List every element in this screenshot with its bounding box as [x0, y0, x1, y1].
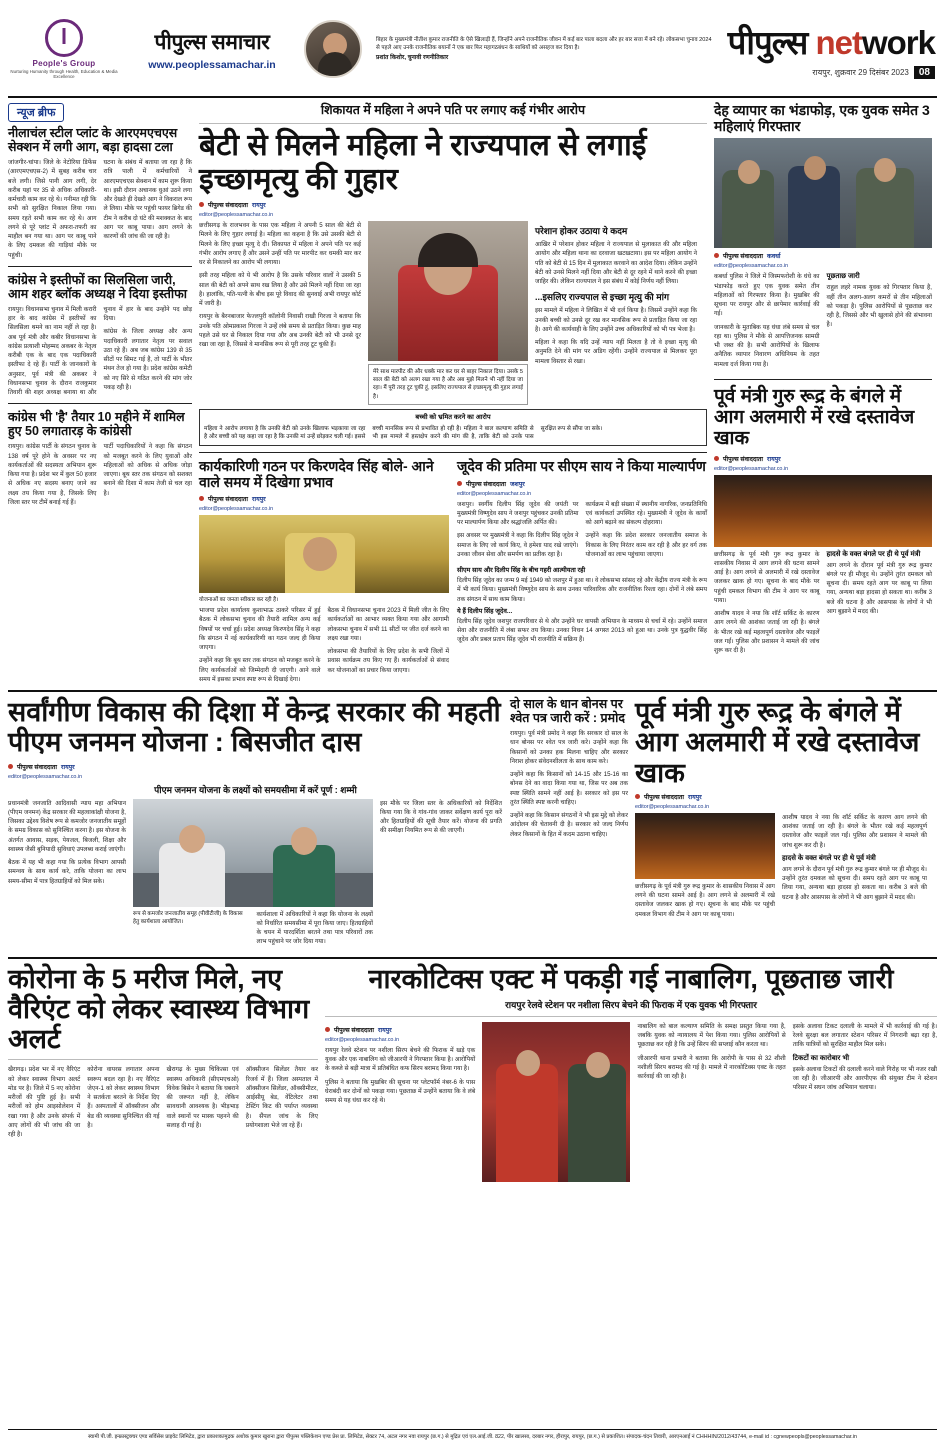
- byline-author: पीपुल्स संवाददाता: [334, 1026, 374, 1034]
- corona-story: [8, 964, 318, 1182]
- narcotics-col-4: [793, 1022, 937, 1182]
- peoples-group-logo: [8, 19, 120, 80]
- pmjanman-row: [8, 799, 503, 951]
- kirandev-byline: [199, 494, 449, 503]
- fire-right-photo: [635, 813, 775, 879]
- brief-1-headline: नीलाचंल स्टील प्लांट के आरएमएचएस सेक्शन में लगी आग, बड़ा हादसा टला: [8, 126, 178, 154]
- paragraph: आखिर में परेशान होकर महिला ने राज्यपाल से मुलाकात की और महिला आयोग और महिला थाना का दरवाजा खटखटाया। इस पर महिला आयोग ने पति को बेटी से 15 दिन में मुलाकात करवाने का आदेश दिया। लेकिन उन्होंने बेटी को उनसे मिलने नहीं दिया और बेटी से दूर रहने में थाने करने की इच्छा जाहिर की। लेकिन राज्यपाल ने इस संबंध में कोई निर्णय नहीं लिया।: [535, 241, 697, 286]
- logo-name: People's Group: [32, 58, 96, 68]
- pmjanman-story: [8, 697, 503, 950]
- lead-email[interactable]: editor@peoplessamachar.co.in: [199, 212, 274, 219]
- fire-sub-title: हादसे के वक्त बंगले पर ही थे पूर्व मंत्री: [826, 550, 921, 558]
- judev-body: [457, 500, 707, 564]
- right-column: [714, 103, 932, 684]
- narcotics-subhead: रायपुर रेलवे स्टेशन पर नशीला सिरप बेचने की फिराक में एक युवक भी गिरफ्तार: [505, 999, 757, 1010]
- brief-2-headline: कांग्रेस ने इस्तीफों का सिलसिला जारी, आम शहर ब्लॉक अध्यक्ष ने दिया इस्तीफा: [8, 272, 187, 301]
- byline-bullet-icon: [8, 764, 13, 769]
- paragraph: उन्होंने कहा कि किसानों को 14-15 और 15-16 का बोनस देने का वादा किया गया था, जिस पर अब तक स्पष्ट स्थिति सामने नहीं आई है। सरकार को इस पर तुरंत स्थिति स्पष्ट करनी चाहिए।: [510, 771, 628, 806]
- paragraph: कांग्रेस के जिला अध्यक्ष और अन्य पदाधिकारी लगातार नेतृत्व पर सवाल उठा रहे हैं। अब जब कांग्रेस 139 से 35 सीटों पर सिमट गई है, तो पार्टी के भीतर मंथन तेज हो गया है। प्रदेश कांग्रेस कमेटी को नए सिरे से गठित करने की मांग जोर पकड़ रही है।: [103, 328, 192, 391]
- paragraph: इस अवसर पर मुख्यमंत्री ने कहा कि दिलीप सिंह जूदेव ने समाज के लिए जो कार्य किए, वे हमेशा याद रखे जाएंगे। उनका जीवन सेवा और समर्पण का प्रतीक रहा है।: [457, 532, 579, 558]
- byline-bullet-icon: [714, 253, 719, 258]
- lead-right-body: [535, 240, 697, 286]
- byline-location: रायपुर: [687, 793, 702, 801]
- brief-3-body: [8, 442, 192, 507]
- corona-body: [8, 1065, 318, 1139]
- dehvyapar-sub: [827, 272, 933, 373]
- lead-kicker: शिकायत में महिला ने अपने पति पर लगाए कई गंभीर आरोप: [320, 103, 586, 117]
- narcotics-body-3: [793, 1022, 937, 1050]
- pmjanman-body-2: [257, 910, 374, 951]
- paragraph: लोकसभा की तैयारियों के लिए प्रदेश के सभी जिलों में प्रवास कार्यक्रम तय किए गए हैं। कार्यकर्ताओं से संवाद कर योजनाओं का प्रचार किया जाएगा।: [327, 648, 449, 674]
- lead-story-column: [199, 103, 707, 684]
- divider: [199, 452, 707, 453]
- narcotics-body-2: [637, 1022, 785, 1082]
- news-brief-tag: न्यूज ब्रीफ: [8, 103, 64, 122]
- paragraph: कार्यशाला में अधिकारियों ने कहा कि योजना के लक्ष्यों को निर्धारित समयसीमा में पूरा किया जाए। हितग्राहियों के चयन में पारदर्शिता बरतने तथा पात्र परिवारों तक लाभ पहुंचाने पर जोर दिया गया।: [256, 910, 373, 946]
- bonus-body: [510, 729, 628, 839]
- network-brand: [728, 19, 937, 79]
- fire-cols: [714, 550, 932, 660]
- fire-sub: [827, 550, 933, 660]
- fire-email[interactable]: editor@peoplessamachar.co.in: [714, 465, 789, 472]
- fire-right-byline: [635, 792, 927, 801]
- dehvyapar-byline: [714, 251, 932, 260]
- narcotics-story: [325, 964, 937, 1182]
- paragraph: बैठक में विधानसभा चुनाव 2023 में मिली जीत के लिए कार्यकर्ताओं का आभार व्यक्त किया गया और आगामी लोकसभा चुनाव में सभी 11 सीटों पर जीत दर्ज करने का लक्ष्य रखा गया।: [327, 607, 449, 642]
- corona-headline: कोरोना के 5 मरीज मिले, नए वैरिएंट को लेकर स्वास्थ्य विभाग अलर्ट: [8, 963, 310, 1055]
- narcotics-row: [325, 1022, 937, 1182]
- brief-3-headline: कांग्रेस भी 'है' तैयार 10 महीने में शामिल हुए 50 लगातारड़ के कांग्रेसी: [8, 410, 185, 439]
- fire-byline: [714, 454, 932, 463]
- band-divider: [8, 690, 937, 692]
- pmjanman-subhead: पीएम जनमन योजना के लक्ष्यों को समयसीमा में करें पूर्ण : शम्मी: [154, 784, 357, 795]
- paragraph: पुलिस ने बताया कि मुखबिर की सूचना पर प्लेटफॉर्म नंबर-6 के पास घेराबंदी कर दोनों को पकड़ा गया। पूछताछ में उन्होंने बताया कि वे लंबे समय से यह धंधा कर रहे थे।: [325, 1078, 476, 1105]
- byline-author: पीपुल्स संवाददाता: [644, 793, 684, 801]
- fire-right-right: [782, 813, 927, 923]
- lead-note-author: प्रशांत किशोर, चुनावी रणनीतिकार: [376, 54, 449, 61]
- paragraph: घटना के संबंध में बताया जा रहा है कि रात्रि पाली में कर्मचारियों ने आरएमएचएस सेक्शन में काम शुरू किया था। इसी दौरान अचानक धुआं उठने लगा और देखते ही देखते आग ने विकराल रूप ले लिया। मौके पर पहुंची फायर ब्रिगेड की टीम ने करीब दो घंटे की मशक्कत के बाद आग पर काबू पाया। आग लगने के कारणों की जांच की जा रही है।: [103, 159, 192, 240]
- pmjanman-body-3: [380, 799, 502, 951]
- fire-right-row: [635, 813, 927, 923]
- paragraph: रायपुर रेलवे स्टेशन पर नशीला सिरप बेचने की फिराक में खड़े एक युवक और एक नाबालिग को जीआरपी ने गिरफ्तार किया है। आरोपियों के कब्जे से बड़ी मात्रा में प्रतिबंधित कफ सिरप बरामद किया गया है।: [325, 1046, 476, 1073]
- dehvyapar-body: [714, 272, 820, 373]
- top-band: [8, 103, 937, 684]
- narcotics-col-3: [637, 1022, 785, 1182]
- pmjanman-email[interactable]: editor@peoplessamachar.co.in: [8, 773, 83, 780]
- byline-author: पीपुल्स संवाददाता: [17, 763, 57, 771]
- judev-sub1-title: सीएम साय और दिलीप सिंह के बीच गहरी आत्मीयता रही: [457, 567, 586, 575]
- paragraph: छत्तीसगढ़ के पूर्व मंत्री गुरु रूद्र कुमार के शासकीय निवास में आग लगने की घटना सामने आई है। आग लगने से अलमारी में रखे दस्तावेज जलकर खाक हो गए। सूचना के बाद मौके पर पहुंची दमकल विभाग की टीम ने आग पर काबू पाया।: [714, 550, 820, 604]
- fire-right-body-2: [782, 813, 927, 850]
- paragraph: भाजपा प्रदेश कार्यालय कुशाभाऊ ठाकरे परिसर में हुई बैठक में लोकसभा चुनाव की तैयारी शामिल अन्य कई विषयों पर चर्चा हुई। प्रदेश अध्यक्ष किरणदेव सिंह ने कहा कि संगठन में नई कार्यकारिणी का गठन जल्द ही किया जाएगा।: [199, 607, 321, 652]
- lead-right-body-2: [535, 306, 697, 366]
- fire-right-email[interactable]: editor@peoplessamachar.co.in: [635, 803, 710, 810]
- logo-tagline: Nurturing Humanity through Health, Education & Media Excellence: [10, 68, 118, 79]
- story-kirandev: [199, 459, 449, 684]
- byline-author: पीपुल्स संवाददाता: [208, 496, 248, 504]
- page-number: 08: [914, 66, 935, 79]
- judev-byline: [457, 479, 707, 488]
- paragraph: इसी तरह महिला को ये भी आरोप है कि उसके परिवार वालों ने उसकी 5 साल की बेटी को अपने साथ रख लिया है और उसे मिलने नहीं दिया जा रहा है। हालांकि, पति-पत्नी के बीच इस पूरे विवाद की सुनवाई अभी रायपुर कोर्ट में जारी है।: [199, 272, 361, 308]
- paragraph: इसके अलावा टिकट दलाली के मामले में भी कार्रवाई की गई है। रेलवे सुरक्षा बल लगातार स्टेशन परिसर में निगरानी बढ़ा रहा है, ताकि यात्रियों को सुरक्षित माहौल मिल सके।: [792, 1022, 938, 1049]
- byline-location: जशपुर: [509, 480, 525, 488]
- paragraph: खैरागढ़ के मुख्य चिकित्सा एवं स्वास्थ्य अधिकारी (सीएमएचओ) विवेक बिसेन ने बताया कि घबराने की जरूरत नहीं है, लेकिन सावधानी आवश्यक है। भीड़भाड़ वाले स्थानों पर मास्क पहनने की सलाह दी गई है।: [166, 1066, 239, 1129]
- paragraph: आशीष यादव ने नया कि शॉर्ट सर्किट के कारण आग लगने की आशंका जताई जा रही है। बंगले के भीतर रखे कई महत्वपूर्ण दस्तावेज और फाइलें जल गईं। पुलिस और प्रशासन ने मामले की जांच शुरू कर दी है।: [782, 813, 927, 849]
- page-footer: स्वामी पी.जी. इन्फ्रास्ट्रक्चर एण्ड सर्विसेस प्राइवेट लिमिटेड, द्वारा प्रकाशक/मुद्रक अशोक कुमार खुराना द्वारा पीपुल्स पब्लिकेशन एण्ड प्रेस प्रा. लिमिटेड, सेक्टर 74, अटल नगर नवा रायपुर (छ.ग.) से मुद्रित एवं एल.आई.जी. 822, पीर खालसा, दरबार नगर, हीरापुर, रायपुर, (छ.ग.) से प्रकाशित। संपादक-चंदन तिवारी, आरएनआई नं CHHHIN/2012/43744, e-mail id : cgnewpeopls@peoplessamachar.in: [8, 1429, 937, 1441]
- judev-email[interactable]: editor@peoplessamachar.co.in: [457, 490, 532, 497]
- network-net: net: [815, 24, 862, 61]
- network-hindi: पीपुल्स: [727, 24, 808, 61]
- lead-sub-right: ...इसलिए राज्यपाल से इच्छा मृत्यु की मांग: [535, 292, 670, 303]
- paragraph: इस मामले में महिला ने लिखित में भी दर्ज किया है। जिसमें उन्होंने कहा कि उनकी बच्ची को उनसे दूर रख कर मानसिक रूप से प्रताड़ित किया जा रहा है। आगे की कार्यवाही के लिए उन्होंने उच्च अधिकारियों को भी पत्र भेजा है।: [535, 307, 697, 333]
- logo-mark-icon: [45, 19, 83, 57]
- byline-author: पीपुल्स संवाददाता: [723, 455, 763, 463]
- lead-photo-block: [368, 221, 528, 404]
- byline-location: रायपुर: [60, 763, 75, 771]
- kirandev-headline: कार्यकारिणी गठन पर किरणदेव सिंह बोले- आने वाले समय में दिखेगा प्रभाव: [199, 457, 434, 490]
- fire-body: [714, 550, 820, 660]
- paragraph: उन्होंने कहा कि प्रदेश सरकार जनजातीय समाज के विकास के लिए निरंतर काम कर रही है और हर वर्ग तक योजनाओं का लाभ पहुंचाया जाएगा।: [585, 532, 707, 558]
- paragraph: जांजगीर-चांपा। जिले के नेटोरिया डिफेंस (आरएमएचएस-2) में सुबह करीब चार बजे लगी। जिसे पानी आग लगी, देर करीब यहां पर 35 से अधिक अधिकारी-कर्मचारी काम कर रहे थे। गनीमत रही कि सभी को सुरक्षित निकाल लिया गया। समय रहते सभी काम कर रहे थे। आग लगने से पूरे प्लांट में अफरा-तफरी का माहौल बन गया था। आग पर काबू पाने के लिए दमकल की गाड़ियां मौके पर पहुंची।: [8, 159, 97, 259]
- fire-photo: [714, 475, 932, 547]
- brief-1-body: [8, 158, 192, 260]
- paragraph: ऑक्सीजन सिलेंडर तैयार कर रिजर्व में हैं। जिला अस्पताल में ऑक्सीजन सिलेंडर, ऑक्सीमीटर, आईसीयू बेड, वेंटिलेटर तथा टेस्टिंग किट की पर्याप्त व्यवस्था है। सैंपल जांच के लिए प्रयोगशाला भेजे जा रहे हैं।: [245, 1066, 318, 1129]
- kirandev-photo: [199, 515, 449, 593]
- paragraph: नाबालिग को बाल कल्याण समिति के समक्ष प्रस्तुत किया गया है, जबकि युवक को न्यायालय में पेश किया गया। पुलिस आरोपियों से पूछताछ कर रही है कि उन्हें सिरप की सप्लाई कौन करता था।: [637, 1022, 786, 1049]
- pmjanman-headline: सर्वांगीण विकास की दिशा में केन्द्र सरकार की महती पीएम जनमन योजना : बिसजीत दास: [8, 697, 501, 758]
- pmjanman-body-1: [8, 799, 126, 886]
- story-judev: [457, 459, 707, 684]
- lead-byline: [199, 200, 707, 209]
- lead-sub-left: परेशान होकर उठाया ये कदम: [535, 226, 628, 237]
- paragraph: रायपुर। कांग्रेस पार्टी के संगठन चुनाव के 138 वर्ष पूरे होने के अवसर पर नए कार्यकर्ताओं की सदस्यता अभियान शुरू किया गया है। प्रदेश भर में कुल 50 हजार से अधिक नए सदस्य बनाए जाने का लक्ष्य तय किया गया है, जिसके लिए जिला स्तर पर टीमें बनाई गई हैं।: [8, 443, 97, 506]
- narcotics-sub-title: टिकटों का कारोबार भी: [792, 1054, 850, 1062]
- paragraph: प्रधानमंत्री जनजाति आदिवासी न्याय महा अभियान (पीएम जनमन) केंद्र सरकार की महत्वाकांक्षी योजना है, जिसका उद्देश्य विशेष रूप से कमजोर जनजातीय समूहों के समग्र विकास को सुनिश्चित करना है। इस योजना के अंतर्गत आवास, सड़क, पेयजल, बिजली, शिक्षा और स्वास्थ्य जैसी बुनियादी सुविधाएं उपलब्ध कराई जाएंगी।: [8, 799, 126, 853]
- byline-location: कवर्धा: [766, 253, 781, 261]
- paragraph: छत्तीसगढ़ के पूर्व मंत्री गुरु रूद्र कुमार के शासकीय निवास में आग लगने की घटना सामने आई है। आग लगने से अलमारी में रखे दस्तावेज जलकर खाक हो गए। सूचना के बाद मौके पर पहुंची दमकल विभाग की टीम ने आग पर काबू पाया।: [635, 882, 775, 918]
- masthead: [8, 6, 937, 98]
- byline-bullet-icon: [457, 481, 462, 486]
- editor-portrait: [304, 20, 362, 78]
- narcotics-body-1: [325, 1046, 475, 1106]
- kirandev-caption: योजनाओं का जनता स्वीकार कर रही है।: [199, 597, 279, 604]
- paragraph: कबर्धा पुलिस ने जिले में जिस्मफरोशी के धंधे का भंडाफोड़ करते हुए एक युवक समेत तीन महिलाओं को गिरफ्तार किया है। मुखबिर की सूचना पर रायपुर और से छापेमार कार्रवाई की गई।: [714, 273, 820, 318]
- kirandev-body: [199, 606, 449, 684]
- paragraph: कार्यक्रम में बड़ी संख्या में स्थानीय नागरिक, जनप्रतिनिधि एवं कार्यकर्ता उपस्थित रहे। मुख्यमंत्री ने जूदेव के कार्यों को आगे बढ़ाने का संकल्प दोहराया।: [585, 500, 707, 527]
- byline-bullet-icon: [714, 456, 719, 461]
- website-url[interactable]: www.peoplessamachar.in: [148, 58, 276, 71]
- pmjanman-caption-row: [133, 910, 373, 951]
- paragraph: रायपुर। पूर्व मंत्री प्रमोद ने कहा कि सरकार दो साल के धान बोनस पर श्वेत पत्र जारी करे। उन्होंने कहा कि किसानों को उनका हक मिलना चाहिए और सरकार निराश होकर संवेदनशीलता के साथ काम करे।: [510, 730, 628, 765]
- network-wordmark: [728, 19, 935, 64]
- paragraph: खैरागढ़। प्रदेश भर में नए वैरिएंट को लेकर स्वास्थ्य विभाग अलर्ट मोड पर है। जिले में 5 नए कोरोना मरीजों की पुष्टि हुई है। सभी मरीजों को होम आइसोलेशन में रखा गया है और उनके संपर्क में आए लोगों की भी जांच की जा रही है।: [8, 1066, 81, 1139]
- brand-hindi-title: पीपुल्स समाचार: [154, 30, 270, 54]
- lead-text-right: [535, 221, 697, 404]
- paragraph: आशीष यादव ने नया कि शॉर्ट सर्किट के कारण आग लगने की आशंका जताई जा रही है। बंगले के भीतर रखे कई महत्वपूर्ण दस्तावेज और फाइलें जल गईं। पुलिस और प्रशासन ने मामले की जांच शुरू कर दी है।: [714, 610, 820, 655]
- narcotics-photo: [482, 1022, 630, 1182]
- judev-sub1-text: दिलीप सिंह जूदेव का जन्म 9 मई 1949 को जशपुर में हुआ था। वे लोकसभा सांसद रहे और केंद्रीय राज्य मंत्री के रूप में भी कार्य किया। मुख्यमंत्री विष्णुदेव साय के साथ उनका पारिवारिक और राजनीतिक रिश्ता रहा। दोनों ने लंबे समय तक संगठन में साथ काम किया।: [457, 577, 707, 603]
- bonus-story: [510, 697, 628, 950]
- dehvyapar-sub-text: राहुल लहरे नामक युवक को गिरफ्तार किया है, वहीं तीन अलग-अलग कमरों से तीन महिलाओं को पकड़ा है। पुलिस आरोपियों से पूछताछ कर रही है, जिससे और भी खुलासे होने की संभावना है।: [826, 284, 932, 329]
- byline-bullet-icon: [635, 794, 640, 799]
- byline-location: रायपुर: [251, 496, 266, 504]
- pmjanman-caption: रूप से कमजोर जनजातीय समूह (पीवीटीजी) के विकास हेतु कार्यशाला आयोजित।: [133, 910, 243, 925]
- divider: [8, 266, 192, 267]
- brand-hindi-block: [128, 28, 296, 71]
- lead-text-left: [199, 221, 361, 404]
- lead-highlight-box: [199, 409, 707, 446]
- fire-right-sub-text: आग लगने के दौरान पूर्व मंत्री गुरु रूद्र कुमार बंगले पर ही मौजूद थे। उन्होंने तुरंत दमकल को सूचना दी। समय रहते आग पर काबू पा लिया गया, अन्यथा बड़ा हादसा हो सकता था। करीब 3 बजे की घटना है और आसपास के लोगों ने भी आग बुझाने में मदद की।: [782, 865, 927, 901]
- dehvyapar-photo: [714, 138, 932, 248]
- place-date: रायपुर, शुक्रवार 29 दिसंबर 2023: [812, 68, 909, 77]
- paragraph: महिला ने कहा कि यदि उन्हें न्याय नहीं मिलता है तो वे इच्छा मृत्यु की अनुमति देने की मांग पर अडिग रहेंगी। उन्होंने राज्यपाल से मिलकर पूरा मामला विस्तार से रखा।: [535, 339, 697, 365]
- paragraph: उन्होंने कहा कि बूथ स्तर तक संगठन को मजबूत करने के लिए कार्यकर्ताओं को जिम्मेदारी दी जाएगी। आने वाले समय में इसका प्रभाव स्पष्ट रूप से दिखाई देगा।: [199, 657, 321, 683]
- lead-left-body: [199, 221, 361, 349]
- byline-bullet-icon: [199, 202, 204, 207]
- narcotics-photo-block: [482, 1022, 630, 1182]
- paragraph: जशपुर। स्वर्गीय दिलीप सिंह जूदेव की जयंती पर मुख्यमंत्री विष्णुदेव साय ने जशपुर पहुंचकर उनकी प्रतिमा पर माल्यार्पण किया और श्रद्धांजलि अर्पित की।: [457, 500, 579, 527]
- byline-location: रायपुर: [251, 202, 266, 210]
- pmjanman-photo-block: [133, 799, 373, 951]
- masthead-lead-note: [370, 36, 720, 63]
- fire-right-sub-title: हादसे के वक्त बंगले पर ही थे पूर्व मंत्री: [782, 854, 876, 862]
- lead-headline: बेटी से मिलने महिला ने राज्यपाल से लगाई इच्छामृत्यु की गुहार: [199, 129, 647, 196]
- lead-content-row: [199, 221, 707, 404]
- divider: [325, 1016, 937, 1017]
- network-work: work: [861, 24, 935, 61]
- lead-photo: [368, 221, 528, 361]
- fire-right-headline: पूर्व मंत्री गुरु रूद्र के बंगले में आग अलमारी में रखे दस्तावेज खाक: [635, 697, 920, 788]
- narcotics-email[interactable]: editor@peoplessamachar.co.in: [325, 1036, 400, 1043]
- lead-note-text: बिहार के मुख्यमंत्री नीतीश कुमार राजनीति के ऐसे खिलाड़ी हैं, जिन्होंने अपने राजनीतिक जीवन में कई बार पाला बदला और हर बार सत्ता में बने रहे। लोकसभा चुनाव 2024 से पहले आए उनके राजनीतिक बयानों ने एक बार फिर महागठबंधन के साथियों को असहज कर दिया है।: [376, 36, 712, 51]
- band-divider-2: [8, 957, 937, 959]
- paragraph: रायपुर। विधानसभा चुनाव में मिली करारी हार के बाद कांग्रेस में इस्तीफों का सिलसिला थमने का नाम नहीं ले रहा है। अब पूर्व मंत्री और कबीर विधानसभा के कांग्रेस प्रत्याशी मोहम्मद अकबर के नेतृत्व करीबी एक के बाद एक पदाधिकारी इस्तीफा दे रहे हैं। पार्टी के जानकारों के अनुसार, पूर्व मंत्री की अकबर ने विधानसभा चुनाव के दौरान राजकुमार तिवारी की शहर अध्यक्ष बनाया था और चुनाव में हार के बाद उन्होंने पद छोड़ दिया।: [8, 305, 192, 396]
- mid-band: [8, 697, 937, 950]
- judev-sub2-text: दिलीप सिंह जूदेव जशपुर राजपरिवार से थे और उन्होंने घर वापसी अभियान के माध्यम से चर्चा में रहे। उन्होंने समाज सेवा और राजनीति में लंबा सफर तय किया। उनका निधन 14 अगस्त 2013 को हुआ था। उनके पुत्र युद्धवीर सिंह जूदेव और प्रबल प्रताप सिंह जूदेव भी राजनीति में सक्रिय हैं।: [457, 617, 707, 644]
- paragraph: पार्टी पदाधिकारियों ने कहा कि संगठन को मजबूत करने के लिए युवाओं और महिलाओं को अधिक से अधिक जोड़ा जाएगा। बूथ स्तर तक संगठन को सशक्त बनाने की दिशा में काम तेजी से चल रहा है।: [103, 443, 192, 497]
- narcotics-byline: [325, 1025, 475, 1034]
- masthead-dateline-row: [728, 66, 935, 79]
- paragraph: छत्तीसगढ़ के राजभवन के पास एक महिला ने अपनी 5 साल की बेटी से मिलने के लिए गुहार लगाई है। महिला का कहना है कि उसे उसकी बेटी से मिलने के लिए इच्छा मृत्यु दे दी। शिकायत में महिला ने अपने पति पर कई गंभीर आरोप लगाए हैं और उसने उन्हीं पति पर मारपीट कर धमकी मार कर घर से निकालने का आरोप भी लगाया।: [199, 222, 361, 267]
- bottom-band: [8, 964, 937, 1182]
- byline-bullet-icon: [199, 496, 204, 501]
- byline-author: पीपुल्स संवाददाता: [723, 253, 763, 261]
- fire-headline: पूर्व मंत्री गुरु रूद्र के बंगले में आग अलमारी में रखे दस्तावेज खाक: [714, 385, 915, 450]
- highlight-box-title: बच्ची को भ्रमित करने का आरोप: [415, 413, 491, 421]
- byline-location: रायपुर: [377, 1026, 392, 1034]
- divider: [8, 403, 192, 404]
- byline-bullet-icon: [325, 1027, 330, 1032]
- sub-stories-row: [199, 459, 707, 684]
- paragraph: उन्होंने कहा कि किसान संगठनों ने भी इस मुद्दे को लेकर आंदोलन की चेतावनी दी है। सरकार को जल्द निर्णय लेकर किसानों के हित में कदम उठाना चाहिए।: [510, 812, 628, 838]
- divider: [8, 1059, 318, 1060]
- fire-right-left: [635, 813, 775, 923]
- dehvyapar-headline: देह व्यापार का भंडाफोड़, एक युवक समेत 3 महिलाएं गिरफ्तार: [714, 102, 930, 134]
- pmjanman-byline: [8, 762, 503, 771]
- lead-photo-caption: मेरे साथ मारपीट की और धक्के मार कर घर से बाहर निकाल दिया। उसके 5 साल की बेटी को अलग रखा गया है और अब मुझे मिलने भी नहीं दिया जा रहा। मैं पूरी तरह टूट चुकी हूं, इसलिए राज्यपाल से इच्छामृत्यु की गुहार लगाई है।: [368, 364, 528, 404]
- bonus-headline: दो साल के धान बोनस पर श्वेत पत्र जारी करें : प्रमोद: [510, 697, 625, 726]
- paragraph: रायपुर के बैरनबाजार फेज्लपुरी कॉलोनी निवासी राखी गिरजा ने बताया कि उनके पति ओमप्रकाश गिरजा ने उन्हें लंबे समय से प्रताड़ित किया। कुछ माह पहले उसे घर से निकाल दिया गया और अब उनकी बेटी को भी उनसे दूर रखा जा रहा है, जिससे वे मानसिक रूप से पूरी तरह टूट चुकी हैं।: [199, 313, 361, 349]
- narcotics-sub-text: इसके अलावा टिकटों की दलाली करने वाले गिरोह पर भी नजर रखी जा रही है। जीआरपी और आरपीएफ की संयुक्त टीम ने स्टेशन परिसर में सघन जांच अभियान चलाया।: [792, 1065, 938, 1092]
- kirandev-email[interactable]: editor@peoplessamachar.co.in: [199, 506, 274, 513]
- byline-author: पीपुल्स संवाददाता: [208, 202, 248, 210]
- pmjanman-col1: [8, 799, 126, 951]
- highlight-box-text: महिला ने आरोप लगाया है कि उनकी बेटी को उनके खिलाफ भड़काया जा रहा है और बच्ची को यह कहा जा रहा है कि उनकी मां उन्हें छोड़कर चली गई। इससे बच्ची मानसिक रूप से प्रभावित हो रही है। महिला ने बाल कल्याण समिति से भी इस मामले में हस्तक्षेप करने की मांग की है, ताकि बेटी को उनके पास सुरक्षित रूप से सौंपा जा सके।: [204, 425, 603, 441]
- divider: [199, 123, 707, 124]
- byline-location: रायपुर: [766, 455, 781, 463]
- news-brief-column: [8, 103, 192, 684]
- fire-right-body: [635, 882, 775, 919]
- dehvyapar-sub-title: पूछताछ जारी: [826, 273, 860, 281]
- fire-sub-text: आग लगने के दौरान पूर्व मंत्री गुरु रूद्र कुमार बंगले पर ही मौजूद थे। उन्होंने तुरंत दमकल को सूचना दी। समय रहते आग पर काबू पा लिया गया, अन्यथा बड़ा हादसा हो सकता था। करीब 3 बजे की घटना है और आसपास के लोगों ने भी आग बुझाने में मदद की।: [826, 561, 932, 615]
- paragraph: जानकारी के मुताबिक यह धंधा लंबे समय से चल रहा था। पुलिस ने मौके से आपत्तिजनक सामग्री भी जब्त की है। सभी आरोपियों के खिलाफ अनैतिक व्यापार निवारण अधिनियम के तहत मामला दर्ज किया गया है।: [714, 323, 820, 368]
- paragraph: जीआरपी थाना प्रभारी ने बताया कि आरोपी के पास से 32 शीशी नशीली सिरप बरामद की गई है। मामले में नारकोटिक्स एक्ट के तहत कार्रवाई की जा रही है।: [637, 1054, 786, 1081]
- paragraph: बैठक में यह भी कहा गया कि प्रत्येक विभाग आपसी समन्वय के साथ कार्य करे, ताकि योजना का लाभ समय-सीमा में पात्र हितग्राहियों को मिल सके।: [8, 859, 126, 885]
- judev-sub2-title: ये हैं दिलीप सिंह जूदेव...: [457, 607, 513, 615]
- byline-author: पीपुल्स संवाददाता: [466, 480, 506, 488]
- dehvyapar-email[interactable]: editor@peoplessamachar.co.in: [714, 263, 789, 270]
- brief-2-body: [8, 305, 192, 398]
- fire-story-right: [635, 697, 927, 950]
- paragraph: इस मौके पर जिला स्तर के अधिकारियों को निर्देशित किया गया कि वे गांव-गांव जाकर सर्वेक्षण कार्य पूरा करें और हितग्राहियों की सूची तैयार करें। योजना की प्रगति की समीक्षा नियमित रूप से की जाएगी।: [380, 799, 502, 835]
- judev-headline: जूदेव की प्रतिमा पर सीएम साय ने किया माल्यार्पण: [457, 457, 706, 474]
- narcotics-col-1: [325, 1022, 475, 1182]
- paragraph: कोरोना वायरस लगातार अपना स्वरूप बदल रहा है। नए वैरिएंट जेएन-1 को लेकर स्वास्थ्य विभाग ने सतर्कता बरतने के निर्देश दिए हैं। अस्पतालों में ऑक्सीजन और बेड की व्यवस्था सुनिश्चित की गई है।: [87, 1066, 160, 1129]
- divider: [714, 379, 932, 380]
- narcotics-headline: नारकोटिक्स एक्ट में पकड़ी गई नाबालिग, पूछताछ जारी: [368, 963, 894, 994]
- pmjanman-photo: [133, 799, 373, 907]
- dehvyapar-cols: [714, 272, 932, 373]
